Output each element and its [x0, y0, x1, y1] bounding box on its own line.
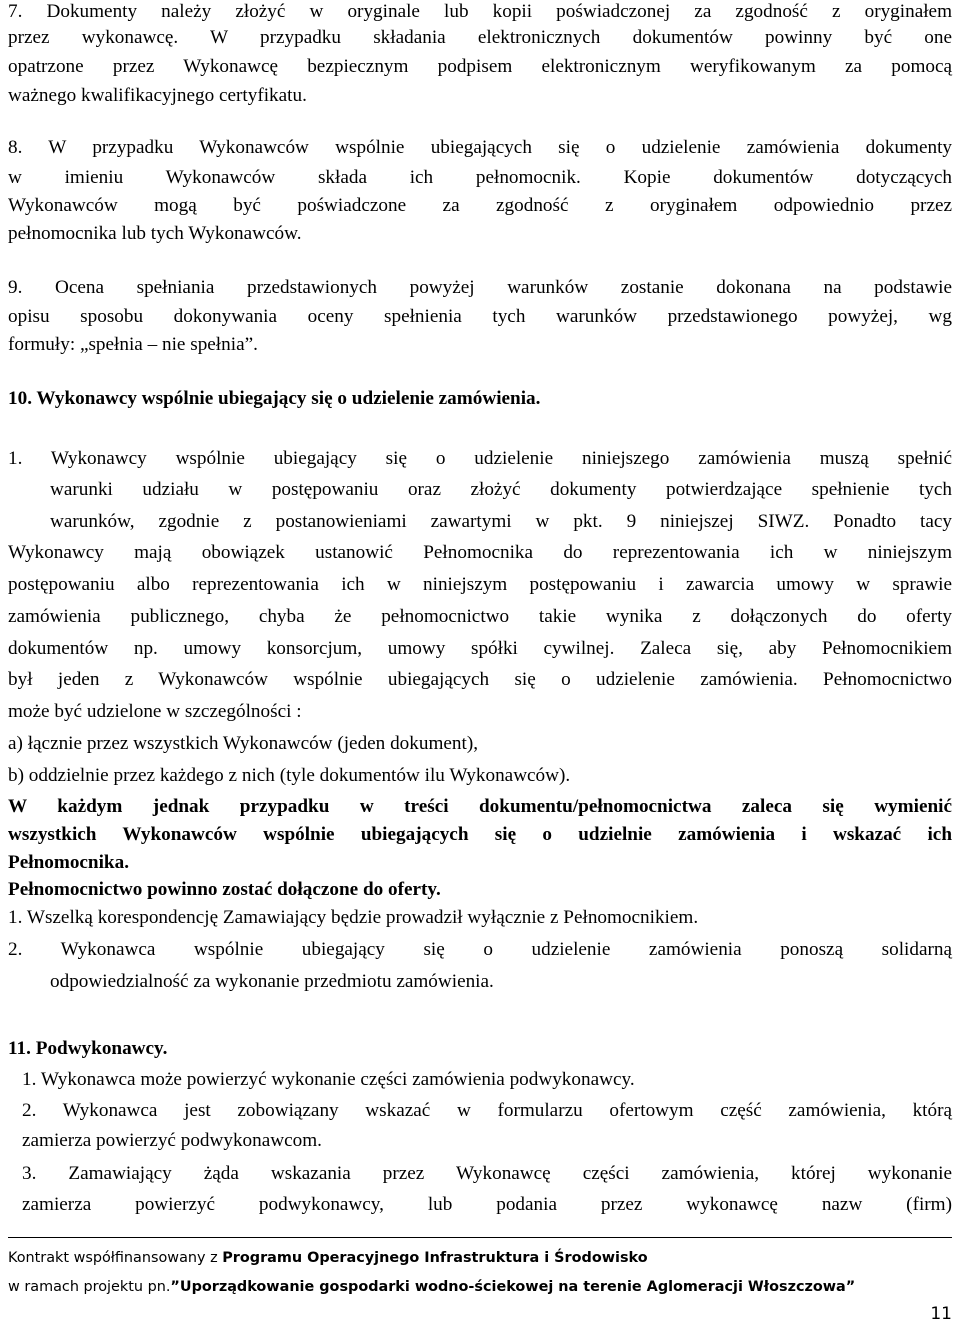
list-item-continuation: zamierza powierzyć podwykonawcy, lub podania przez wykonawcę nazw (firm) — [22, 1194, 952, 1215]
paragraph-line: warunków, zgodnie z postanowieniami zawartymi w pkt. 9 niniejszej SIWZ. Ponadto tacy — [50, 511, 952, 532]
paragraph-line: formuły: „spełnia – nie spełnia”. — [8, 334, 258, 355]
footer-prefix: Kontrakt współfinansowany z — [8, 1250, 223, 1266]
paragraph-line: opatrzone przez Wykonawcę bezpiecznym podpisem elektronicznym weryfikowanym za pomocą — [8, 56, 952, 77]
paragraph-line: postępowaniu albo reprezentowania ich w niniejszym postępowaniu i zawarcia umowy w sprawie — [8, 574, 952, 595]
paragraph-line: Wykonawców mogą być poświadczone za zgodność z oryginałem odpowiednio przez — [8, 195, 952, 216]
page-number: 11 — [930, 1304, 952, 1324]
paragraph-line: opisu sposobu dokonywania oceny spełnienia tych warunków przedstawionego powyżej, wg — [8, 306, 952, 327]
list-item-continuation: zamierza powierzyć podwykonawcom. — [22, 1130, 322, 1151]
paragraph-line: warunki udziału w postępowaniu oraz złożyć dokumenty potwierdzające spełnienie tych — [50, 479, 952, 500]
paragraph-line: ważnego kwalifikacyjnego certyfikatu. — [8, 85, 307, 106]
section-heading: 10. Wykonawcy wspólnie ubiegający się o udzielenie zamówienia. — [8, 388, 541, 409]
list-item: 2. Wykonawca jest zobowiązany wskazać w formularzu ofertowym część zamówienia, którą — [22, 1100, 952, 1121]
footer-line-1 — [8, 1249, 648, 1267]
paragraph-line: dokumentów np. umowy konsorcjum, umowy spółki cywilnej. Zaleca się, aby Pełnomocnikiem — [8, 638, 952, 659]
footer-divider — [8, 1237, 952, 1238]
footer-project-name: ”Uporządkowanie gospodarki wodno-ściekowej na terenie Aglomeracji Włoszczowa” — [170, 1279, 856, 1295]
list-item: 1. Wykonawca może powierzyć wykonanie części zamówienia podwykonawcy. — [22, 1069, 635, 1090]
list-item: a) łącznie przez wszystkich Wykonawców (jeden dokument), — [8, 733, 478, 754]
bold-note-line: W każdym jednak przypadku w treści dokumentu/pełnomocnictwa zaleca się wymienić — [8, 796, 952, 817]
paragraph-line: Wykonawcy mają obowiązek ustanowić Pełnomocnika do reprezentowania ich w niniejszym — [8, 542, 952, 563]
footer-line-2 — [8, 1278, 855, 1296]
list-item: b) oddzielnie przez każdego z nich (tyle dokumentów ilu Wykonawców). — [8, 765, 571, 786]
paragraph-line: w imieniu Wykonawców składa ich pełnomocnik. Kopie dokumentów dotyczących — [8, 167, 952, 188]
footer-program-name: Programu Operacyjnego Infrastruktura i Środowisko — [222, 1250, 648, 1266]
list-item: 3. Zamawiający żąda wskazania przez Wykonawcę części zamówienia, której wykonanie — [22, 1163, 952, 1184]
list-item: 2. Wykonawca wspólnie ubiegający się o udzielenie zamówienia ponoszą solidarną — [8, 939, 952, 960]
paragraph-line: przez wykonawcę. W przypadku składania elektronicznych dokumentów powinny być one — [8, 27, 952, 48]
list-item: 1. Wszelką korespondencję Zamawiający będzie prowadził wyłącznie z Pełnomocnikiem. — [8, 907, 699, 928]
bold-note-line: Pełnomocnika. — [8, 852, 129, 873]
paragraph-line: może być udzielone w szczególności : — [8, 701, 302, 722]
list-item-continuation: odpowiedzialność za wykonanie przedmiotu zamówienia. — [50, 971, 494, 992]
bold-note-line: Pełnomocnictwo powinno zostać dołączone do oferty. — [8, 879, 441, 900]
paragraph-line: zamówienia publicznego, chyba że pełnomocnictwo takie wynika z dołączonych do oferty — [8, 606, 952, 627]
paragraph-line: 7. Dokumenty należy złożyć w oryginale lub kopii poświadczonej za zgodność z oryginałem — [8, 1, 952, 22]
paragraph-line: był jeden z Wykonawców wspólnie ubiegających się o udzielenie zamówienia. Pełnomocnictwo — [8, 669, 952, 690]
paragraph-line: pełnomocnika lub tych Wykonawców. — [8, 223, 302, 244]
footer-prefix: w ramach projektu pn. — [8, 1279, 171, 1295]
paragraph-line: 9. Ocena spełniania przedstawionych powyżej warunków zostanie dokonana na podstawie — [8, 277, 952, 298]
bold-note-line: wszystkich Wykonawców wspólnie ubiegających się o udzielnie zamówienia i wskazać ich — [8, 824, 952, 845]
paragraph-line: 8. W przypadku Wykonawców wspólnie ubiegających się o udzielenie zamówienia dokumenty — [8, 137, 952, 158]
paragraph-line: 1. Wykonawcy wspólnie ubiegający się o udzielenie niniejszego zamówienia muszą spełnić — [8, 448, 952, 469]
section-heading: 11. Podwykonawcy. — [8, 1038, 168, 1059]
